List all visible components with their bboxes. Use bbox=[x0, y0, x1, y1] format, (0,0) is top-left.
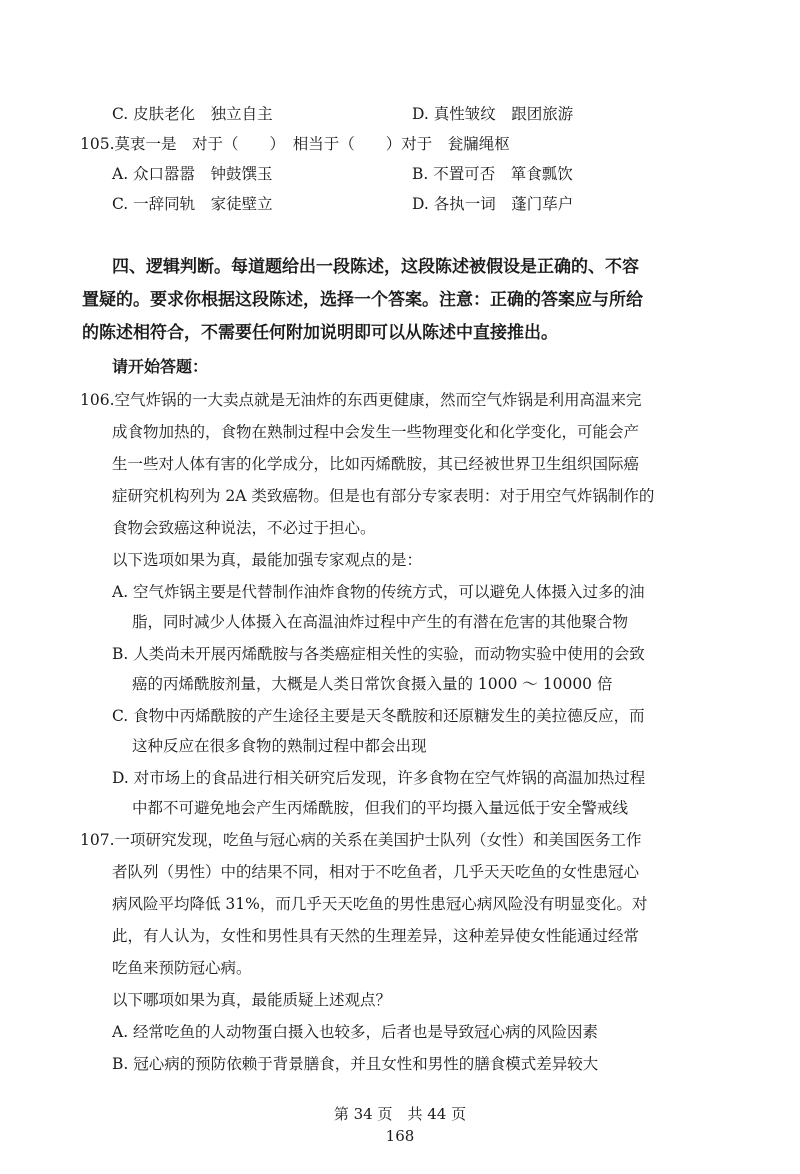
q107-question: 以下哪项如果为真，最能质疑上述观点？ bbox=[112, 991, 392, 1009]
q105-option-c: C. 一辞同轨 家徒壁立 bbox=[112, 195, 273, 213]
q106-stem-line1: 106.空气炸锅的一大卖点就是无油炸的东西更健康，然而空气炸锅是利用高温来完 bbox=[80, 391, 642, 409]
q107-stem-line2: 者队列（男性）中的结果不同，相对于不吃鱼者，几乎天天吃鱼的女性患冠心 bbox=[112, 863, 640, 881]
q107-stem-line1: 107.一项研究发现，吃鱼与冠心病的关系在美国护士队列（女性）和美国医务工作 bbox=[80, 831, 642, 849]
q107-option-b: B. 冠心病的预防依赖于背景膳食，并且女性和男性的膳食模式差异较大 bbox=[112, 1055, 599, 1073]
q106-option-c-line1: C. 食物中丙烯酰胺的产生途径主要是天冬酰胺和还原糖发生的美拉德反应，而 bbox=[112, 707, 645, 725]
q106-stem-line2: 成食物加热的，食物在熟制过程中会发生一些物理变化和化学变化，可能会产 bbox=[112, 423, 640, 441]
q107-stem-line3: 病风险平均降低 31%，而几乎天天吃鱼的男性患冠心病风险没有明显变化。对 bbox=[112, 895, 648, 913]
q106-option-b-line1: B. 人类尚未开展丙烯酰胺与各类癌症相关性的实验，而动物实验中使用的会致 bbox=[112, 645, 645, 663]
q106-option-a-line2: 脂，同时减少人体摄入在高温油炸过程中产生的有潜在危害的其他聚合物 bbox=[132, 613, 629, 631]
q106-option-c-line2: 这种反应在很多食物的熟制过程中都会出现 bbox=[132, 737, 427, 755]
q106-stem-line4: 症研究机构列为 2A 类致癌物。但是也有部分专家表明：对于用空气炸锅制作的 bbox=[112, 487, 655, 505]
q107-option-a: A. 经常吃鱼的人动物蛋白摄入也较多，后者也是导致冠心病的风险因素 bbox=[112, 1023, 599, 1041]
q106-stem-line5: 食物会致癌这种说法，不必过于担心。 bbox=[112, 519, 376, 537]
section4-heading-line3: 的陈述相符合，不需要任何附加说明即可以从陈述中直接推出。 bbox=[82, 323, 558, 343]
q106-option-d-line2: 中都不可避免地会产生丙烯酰胺，但我们的平均摄入量远低于安全警戒线 bbox=[132, 799, 629, 817]
q105-option-b: B. 不置可否 箪食瓢饮 bbox=[412, 165, 573, 183]
section4-heading-line1: 四、逻辑判断。每道题给出一段陈述，这段陈述被假设是正确的、不容 bbox=[112, 257, 639, 277]
q106-option-d-line1: D. 对市场上的食品进行相关研究后发现，许多食物在空气炸锅的高温加热过程 bbox=[112, 769, 646, 787]
section4-start: 请开始答题： bbox=[112, 357, 209, 376]
q106-question: 以下选项如果为真，最能加强专家观点的是： bbox=[112, 551, 423, 569]
q106-option-b-line2: 癌的丙烯酰胺剂量，大概是人类日常饮食摄入量的 1000 ～ 10000 倍 bbox=[132, 675, 613, 693]
q105-stem: 105.莫衷一是 对于（ ） 相当于（ ）对于 瓮牖绳枢 bbox=[80, 135, 510, 153]
q107-stem-line4: 此，有人认为，女性和男性具有天然的生理差异，这种差异使女性能通过经常 bbox=[112, 927, 640, 945]
q105-option-d: D. 各执一词 蓬门荜户 bbox=[412, 195, 574, 213]
q105-option-a: A. 众口嚣嚣 钟鼓馔玉 bbox=[112, 165, 273, 183]
page-number: 168 bbox=[385, 1127, 415, 1145]
q104-option-d: D. 真性皱纹 跟团旅游 bbox=[412, 105, 574, 123]
q106-option-a-line1: A. 空气炸锅主要是代替制作油炸食物的传统方式，可以避免人体摄入过多的油 bbox=[112, 583, 645, 601]
q106-stem-line3: 生一些对人体有害的化学成分，比如丙烯酰胺，其已经被世界卫生组织国际癌 bbox=[112, 455, 640, 473]
section4-heading-line2: 置疑的。要求你根据这段陈述，选择一个答案。注意：正确的答案应与所给 bbox=[82, 290, 643, 310]
q104-option-c: C. 皮肤老化 独立自主 bbox=[112, 105, 273, 123]
page-of-label: 第 34 页 共 44 页 bbox=[333, 1105, 467, 1123]
q107-stem-line5: 吃鱼来预防冠心病。 bbox=[112, 959, 252, 977]
